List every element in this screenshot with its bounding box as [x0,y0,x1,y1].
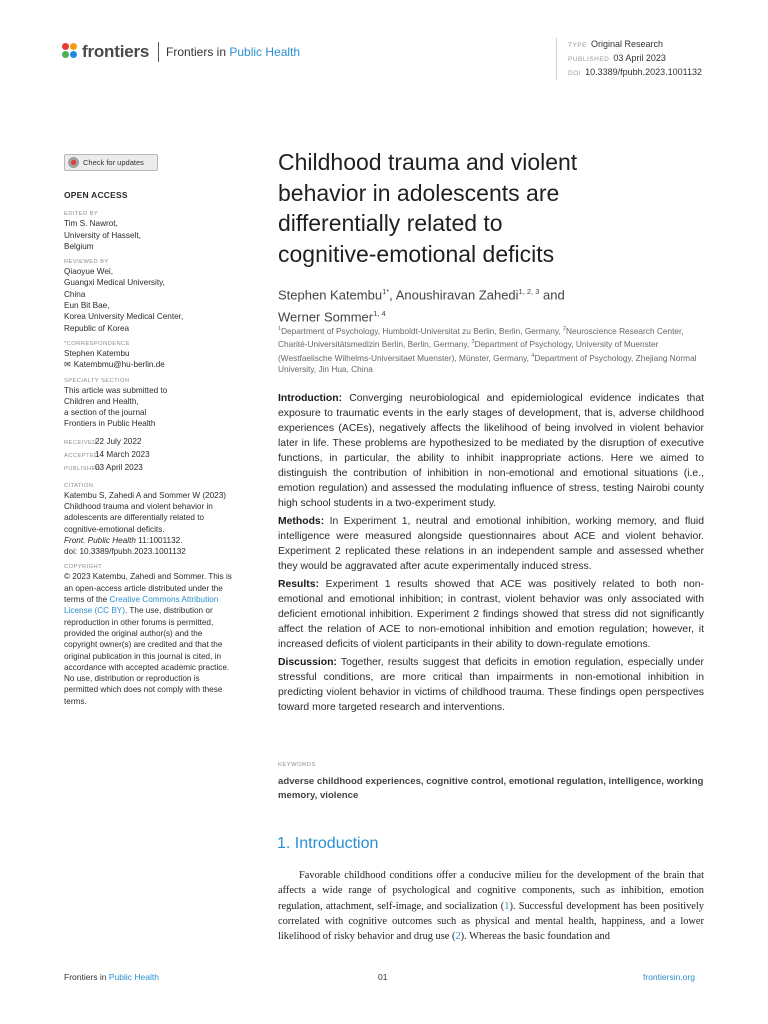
received-date: 22 July 2022 [95,436,142,446]
citation-doi[interactable]: doi: 10.3389/fpubh.2023.1001132 [64,547,186,557]
meta-type-label: TYPE [568,42,587,49]
copyright-section [64,563,258,707]
accepted-row [64,449,258,462]
copyright-line: permitted which does not comply with these [64,685,223,695]
copyright-line: terms. [64,696,87,706]
body-text: ). Whereas the basic foundation and [460,931,610,943]
footer-journal-name: Public Health [108,972,159,982]
footer-journal[interactable] [64,972,159,982]
meta-doi-value[interactable]: 10.3389/fpubh.2023.1001132 [585,67,703,77]
copyright-line: original publication in this journal is cited, in [64,651,222,661]
dates-section [64,436,258,476]
author-name[interactable]: Stephen Katembu [278,287,383,303]
title-line: Childhood trauma and violent [278,149,578,175]
abstract-methods [278,514,704,574]
keywords-label: KEYWORDS [278,762,316,768]
reviewed-by-section [64,258,258,334]
abstract-section-label: Introduction: [278,393,343,404]
footer-journal-prefix: Frontiers in [64,972,107,982]
abstract-section-text: In Experiment 1, neutral and emotional inhibition, working memory, and fluid intelligence were measured alongside questionnaires about ACE and violent behavior. Experiment 2 replicated these relations in an independent sample and assessed whether they would be aggravated after acute experimentally induced stress. [278,516,704,572]
copyright-line: No use, distribution or reproduction is [64,674,200,684]
meta-doi [568,66,702,80]
accepted-label: ACCEPTED [64,453,99,460]
author-affiliation-marker: 1* [382,287,390,296]
abstract [278,391,704,718]
reviewer-line: Guangxi Medical University, [64,278,165,288]
abstract-section-label: Methods: [278,516,325,527]
editor-line: University of Hasselt, [64,230,141,240]
section-heading-introduction: 1. Introduction [277,835,379,852]
check-updates-icon [68,157,79,168]
copyright-line [64,594,258,605]
copyright-line [64,605,258,616]
journal-title[interactable] [166,45,300,59]
published-date: 03 April 2023 [95,463,143,473]
check-for-updates-button[interactable] [64,154,158,171]
author-affiliation-marker: 1, 4 [373,309,386,319]
affiliation: Department of Psychology, Humboldt-Universitat zu Berlin, Berlin, Germany, [281,325,561,336]
mail-icon: ✉ [64,360,71,370]
title-line: differentially related to [278,210,503,236]
keywords-list: adverse childhood experiences, cognitive control, emotional regulation, intelligence, working memory, violence [278,776,704,801]
editor-line: Tim S. Nawrot, [64,219,118,229]
specialty-line: Frontiers in Public Health [64,419,156,429]
reviewer-line: Eun Bit Bae, [64,301,110,311]
reviewer-line: China [64,289,86,299]
citation-volume: 11:1001132. [135,535,183,545]
correspondence-email-row[interactable] [64,359,258,370]
reference-link[interactable]: 1 [504,900,510,912]
specialty-line: a section of the journal [64,408,147,418]
copyright-line: provided the original author(s) and the [64,628,203,638]
abstract-section-label: Results: [278,579,319,590]
header-divider [158,42,159,62]
title-line: behavior in adolescents are [278,179,560,206]
page-number: 01 [378,972,388,982]
copyright-text: . The use, distribution or [124,606,213,616]
correspondence-email[interactable]: Katembmu@hu-berlin.de [73,360,165,370]
sidebar [64,190,258,713]
copyright-text: terms of the [64,595,110,605]
specialty-label: SPECIALTY SECTION [64,377,130,384]
copyright-line: copyright owner(s) are credited and that the [64,640,223,650]
article-meta [556,38,702,80]
meta-published-label: PUBLISHED [568,56,610,63]
copyright-label: COPYRIGHT [64,564,103,571]
received-label: RECEIVED [64,439,97,446]
citation-line: adolescents are differentially related to [64,513,205,523]
citation-line: Childhood trauma and violent behavior in [64,501,213,511]
reviewer-line: Republic of Korea [64,323,130,333]
meta-type-value: Original Research [590,39,664,49]
cc-license-link[interactable]: Creative Commons Attribution [109,595,219,605]
author-name[interactable]: Werner Sommer [278,309,374,325]
introduction-paragraph [278,868,704,944]
author-name[interactable]: Anoushiravan Zahedi [395,287,519,303]
check-updates-label: Check for updates [83,158,144,167]
meta-published [568,52,702,66]
abstract-introduction [278,391,704,511]
affiliations [278,324,704,375]
copyright-line: accordance with accepted academic practice. [64,662,230,672]
affiliation-marker: 3 [471,339,475,346]
correspondence-section [64,340,258,371]
meta-published-value: 03 April 2023 [613,53,666,63]
body-text: Favorable childhood conditions offer a conducive milieu for the development of the brain that affects a wide range of psychological and cognitive components, such as inhibition, emotion regulation, attachment, self-image, and socialization ( [278,870,704,912]
published-row [64,462,258,475]
citation-label: CITATION [64,482,94,489]
edited-by-label: EDITED BY [64,211,99,218]
correspondence-name: Stephen Katembu [64,348,130,358]
copyright-line: © 2023 Katembu, Zahedi and Sommer. This is [64,572,232,582]
title-line: cognitive-emotional deficits [278,240,555,267]
affiliation-marker: 4 [531,352,535,359]
edited-by-section [64,210,258,252]
editor-line: Belgium [64,241,94,251]
journal-name: Public Health [229,45,301,59]
abstract-section-text: Together, results suggest that deficits in emotion regulation, especially under stressful conditions, are more critical than impairments in non-emotional inhibition in predicting violent behavior in victims of childhood trauma. These findings open perspectives toward more targeted research and interventions. [278,657,704,713]
published-label: PUBLISHED [64,466,101,473]
received-row [64,436,258,449]
correspondence-label: *CORRESPONDENCE [64,340,130,347]
journal-prefix: Frontiers in [166,45,227,59]
abstract-discussion [278,655,704,715]
accepted-date: 14 March 2023 [95,450,150,460]
open-access-label: OPEN ACCESS [64,190,128,200]
body-text: ). Successful development has been positively correlated with cognitive outcomes such as physical and mental health, happiness, and a lower likelihood of risky behavior and drug use ( [278,900,704,943]
affiliation: Department of Psychology, Zhejiang Normal University, Jin Hua, China [278,352,697,374]
specialty-line: This article was submitted to [64,385,168,395]
frontiers-logo-mark-icon [62,43,78,61]
citation-journal-line [64,535,258,546]
abstract-section-text: Experiment 1 results showed that ACE was positively related to both non-emotional and emotional inhibition; in contrast, violent behavior was only associated with deficient emotional inhibition. Experiment 2 findings showed that stress did not significantly affect the relation of ACE to non-emotional inhibition and emotion regulation; however, it increased deficits of violent participants in their ability to down-regulate emotions. [278,579,704,650]
specialty-line: Children and Health, [64,396,139,406]
reviewer-line: Qiaoyue Wei, [64,267,113,277]
affiliation-marker: 1 [278,326,282,332]
author-affiliation-marker: 1, 2, 3 [518,287,540,296]
author-separator: and [539,287,565,303]
affiliation: Department of Psychology, University of Muenster (Westfaelische Wilhelms-Universitaet Muenster), Münster, Germany, [278,339,659,363]
citation-section [64,482,258,558]
abstract-section-text: Converging neurobiological and epidemiological evidence indicates that exposure to traumatic events in the early stages of development, that is, adverse childhood experiences (ACEs), negatively affects the likelihood of being involved in violent behavior later in life. These problems are hypothesized to be mediated by the disruption of executive functions, in particular, the ability to inhibit inappropriate actions. Here we aimed to distinguish the contribution of inhibition in non-emotional and emotional situations (i.e., emotion regulation) and assessed the modulating influence of stress, testing Nairobi county high school students in a two-experiment study. [278,393,704,509]
citation-line: cognitive-emotional deficits. [64,524,165,534]
abstract-section-label: Discussion: [278,657,337,668]
citation-journal: Front. Public Health [64,535,136,545]
cc-by-link[interactable]: License (CC BY) [64,606,125,616]
reviewer-line: Korea University Medical Center, [64,312,184,322]
copyright-line: an open-access article distributed under the [64,583,223,593]
article-title [278,147,698,269]
affiliation-marker: 2 [562,326,567,332]
specialty-section [64,377,258,430]
reviewed-by-label: REVIEWED BY [64,259,109,266]
reference-link[interactable]: 2 [455,931,461,943]
frontiers-logo[interactable] [62,42,149,62]
author-list [278,282,698,327]
copyright-line: reproduction in other forums is permitted, [64,617,214,627]
brand-name: frontiers [82,42,150,61]
meta-type [568,38,702,52]
meta-doi-label: DOI [568,70,582,77]
author-separator: , [389,287,396,303]
footer-site-link[interactable]: frontiersin.org [643,972,695,982]
abstract-results [278,577,704,652]
affiliation: Neuroscience Research Center, Charité-Universitätsmedizin Berlin, Berlin, Germany, [278,325,684,350]
citation-line: Katembu S, Zahedi A and Sommer W (2023) [64,490,227,500]
